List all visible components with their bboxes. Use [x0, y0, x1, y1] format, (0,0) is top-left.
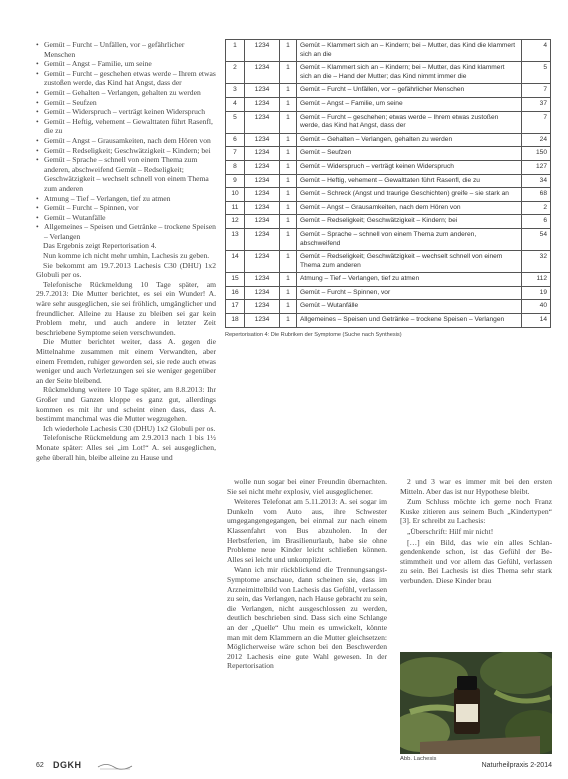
table-cell: 1 [280, 133, 297, 147]
table-cell: 1 [280, 188, 297, 202]
body-paragraph: Sie bekommt am 19.7.2013 Lachesis C30 (DHU) 1x2 Globuli per os. [36, 260, 216, 280]
table-row [226, 40, 551, 62]
table-cell: 24 [522, 133, 551, 147]
table-cell: Gemüt – Sprache – schnell von einem Thema zum anderen, abschweifend [297, 228, 522, 250]
table-cell: 4 [226, 97, 245, 111]
table-cell: Gemüt – Angst – Grausamkeiten, nach dem Hören von [297, 201, 522, 215]
table-cell: 13 [226, 228, 245, 250]
table-cell: 5 [226, 111, 245, 133]
repertorisation-table-block [225, 39, 551, 338]
table-cell: 10 [226, 188, 245, 202]
rubric-bullet: • Gemüt – Furcht – Unfällen, vor – gefährlicher Menschen [36, 40, 216, 59]
table-cell: Gemüt – Wutanfälle [297, 300, 522, 314]
lachesis-photo [400, 652, 552, 754]
table-cell: 16 [226, 286, 245, 300]
table-cell: 1 [280, 111, 297, 133]
table-cell: 1234 [245, 201, 280, 215]
table-row [226, 215, 551, 229]
table-cell: 1 [280, 314, 297, 328]
table-cell: Gemüt – Heftig, vehement – Gewalttaten führt Rasenfl, die zu [297, 174, 522, 188]
rubric-bullet: • Gemüt – Gehalten – Verlangen, gehalten zu werden [36, 88, 216, 98]
body-paragraph: Telefonische Rückmeldung am 2.9.2013 nach 1 bis 1½ Monate später: Alles sei „im Lot!“ A. sei ausgeglichen, gehe überall hin, bleibe alleine zu Hause und [36, 433, 216, 462]
table-cell: 1 [280, 97, 297, 111]
table-cell: 6 [522, 215, 551, 229]
table-cell: Gemüt – Redseligkeit; Geschwätzigkeit – Kindern; bei [297, 215, 522, 229]
rubric-bullet: • Gemüt – Sprache – schnell von einem Thema zum anderen, abschweifend Gemüt – Redseligkeit; Geschwätzigkeit – wechselt schnell von einem Thema zum anderen [36, 155, 216, 193]
table-row [226, 273, 551, 287]
rubric-bullet: • Gemüt – Seufzen [36, 98, 216, 108]
table-cell: 1234 [245, 174, 280, 188]
table-cell: 40 [522, 300, 551, 314]
table-cell: 18 [226, 314, 245, 328]
table-cell: 1 [280, 84, 297, 98]
table-row [226, 300, 551, 314]
body-paragraph: Das Ergebnis zeigt Repertorisation 4. [43, 241, 157, 251]
table-cell: Gemüt – Widerspruch – verträgt keinen Widerspruch [297, 160, 522, 174]
table-cell: Gemüt – Furcht – Unfällen, vor – gefährlicher Menschen [297, 84, 522, 98]
lachesis-bottle-image [400, 652, 552, 754]
table-cell: Gemüt – Furcht – Spinnen, vor [297, 286, 522, 300]
table-cell: 1 [226, 40, 245, 62]
body-paragraph: 2 und 3 war es immer mit bei den ersten Mitteln. Aber das ist nur Hypothese bleibt. [400, 477, 552, 496]
table-cell: 1 [280, 40, 297, 62]
body-paragraph: Weiteres Telefonat am 5.11.2013: A. sei sogar im Dunkeln vom Auto aus, ihre Schwester umgegangengegangen, bei einmal zur nach einem Klassenfahrt von Bus abzuholen. In der Herbstferien, im Brasilienurlaub, habe sie ohne Probleme neue Kinder leicht schließen können. Alles sei leicht und unkompliziert. [227, 497, 387, 564]
table-cell: 1 [280, 62, 297, 84]
table-cell: 2 [226, 62, 245, 84]
table-cell: 1234 [245, 286, 280, 300]
magazine-issue: Naturheilpraxis 2-2014 [481, 762, 552, 769]
body-paragraph: Zum Schluss möchte ich gerne noch Franz Kuske zitieren aus seinem Buch „Kindertypen“ [3]. Er schreibt zu Lachesis: [400, 497, 552, 526]
table-cell: 1 [280, 228, 297, 250]
table-cell: 32 [522, 251, 551, 273]
table-caption: Repertorisation 4: Die Rubriken der Symptome (Suche nach Synthesis) [225, 331, 402, 338]
body-paragraph: Telefonische Rückmeldung 10 Tage später, am 29.7.2013: Die Mutter berichtet, es sei ein Wunder! A. wäre sehr ausgeglichen, sie sei fröhlich, umgänglicher und freundlicher. Alleine zu Hause zu bleiben sei gar kein Problem mehr, und auch andere in letzter Zeit beschriebene Symptome seien verschwunden. [36, 279, 216, 337]
table-cell: 1234 [245, 97, 280, 111]
rubric-bullet: • Gemüt – Angst – Familie, um seine [36, 59, 216, 69]
table-cell: 7 [522, 111, 551, 133]
table-cell: 1234 [245, 215, 280, 229]
table-cell: 15 [226, 273, 245, 287]
table-row [226, 97, 551, 111]
table-cell: 68 [522, 188, 551, 202]
table-cell: 8 [226, 160, 245, 174]
table-cell: 1234 [245, 133, 280, 147]
table-row [226, 84, 551, 98]
table-cell: 1 [280, 251, 297, 273]
rubric-bullet: • Gemüt – Redseligkeit; Geschwätzigkeit – Kindern; bei [36, 146, 216, 156]
page-number: 62 [36, 762, 44, 769]
body-paragraph: Wann ich mir rückblickend die Trennungsangst-Symptome anschaue, dann scheinen sie, dass im Arzneimittelbild von Lachesis das Gefühl, verlassen zu sein, das Verlangen, nach Hause gebracht zu sein, die Verlangen, nicht ausgeschlossen zu werden, deutlich beschrieben sind. Dass sich eine Schlange an der „Quelle“ Uhu mein es umwickelt, könnte man mit dem Klammern an die Mutter gleichsetzen: Möglicherweise wäre schon bei den Beschwerden 2012 Lachesis eine gute Wahl gewesen. In der Repertorisation [227, 565, 387, 671]
table-cell: 6 [226, 133, 245, 147]
rubric-bullet: • Gemüt – Heftig, vehement – Gewalttaten führt Rasenfl, die zu [36, 117, 216, 136]
table-cell: Gemüt – Furcht – geschehen; etwas werde – Ihrem etwas zustoßen werde, das Kind hat Angst, dass der [297, 111, 522, 133]
body-paragraph: […] ein Bild, das wie ein alles Schlangendenkende schon, ist das Gefühl der Bestimmtheit und vor allem das Gefühl, verlassen zu sein. Bei Lachesis ist dies Thema sehr stark verbunden. Diese Kinder brau [400, 537, 552, 585]
table-cell: 1234 [245, 62, 280, 84]
table-cell: 1 [280, 174, 297, 188]
left-column [36, 40, 216, 462]
table-cell: 1 [280, 273, 297, 287]
body-paragraph: „Überschrift: Hilf mir nicht! [407, 526, 494, 536]
table-cell: 3 [226, 84, 245, 98]
repertorisation-table [225, 39, 551, 328]
table-cell: Gemüt – Redseligkeit; Geschwätzigkeit – wechselt schnell von einem Thema zum anderen [297, 251, 522, 273]
table-cell: Gemüt – Angst – Familie, um seine [297, 97, 522, 111]
table-cell: 1234 [245, 147, 280, 161]
table-cell: 1 [280, 201, 297, 215]
society-emblem-icon [96, 761, 136, 771]
table-cell: Gemüt – Schreck (Angst und traurige Geschichten) greife – sie stark an [297, 188, 522, 202]
table-cell: 1 [280, 215, 297, 229]
table-cell: 1234 [245, 251, 280, 273]
table-cell: 9 [226, 174, 245, 188]
table-cell: 34 [522, 174, 551, 188]
table-cell: 17 [226, 300, 245, 314]
rubric-bullet: • Gemüt – Angst – Grausamkeiten, nach dem Hören von [36, 136, 216, 146]
table-cell: 1234 [245, 40, 280, 62]
table-cell: 7 [522, 84, 551, 98]
table-cell: 1234 [245, 273, 280, 287]
table-cell: Gemüt – Gehalten – Verlangen, gehalten zu werden [297, 133, 522, 147]
body-column-middle [227, 477, 387, 672]
table-cell: 1234 [245, 314, 280, 328]
body-paragraph: Die Mutter berichtet weiter, dass A. gegen die Mittelnahme zusammen mit einem Verwandten, aber einem Fremden, ruhiger geworden sei, sie rede auch etwas weniger und auch Verletzungen sei sie weniger gegenüber an der Seite bleibend. [36, 337, 216, 385]
table-row [226, 188, 551, 202]
body-column-right [400, 477, 552, 587]
table-cell: 1 [280, 147, 297, 161]
table-cell: 4 [522, 40, 551, 62]
table-cell: 1 [280, 300, 297, 314]
table-cell: Gemüt – Klammert sich an – Kindern; bei – Mutter, das Kind die klammert sich an die [297, 40, 522, 62]
table-cell: 1234 [245, 160, 280, 174]
table-cell: 1 [280, 160, 297, 174]
table-cell: 14 [522, 314, 551, 328]
table-cell: 1234 [245, 111, 280, 133]
page-footer [36, 760, 552, 772]
table-row [226, 147, 551, 161]
table-cell: Gemüt – Seufzen [297, 147, 522, 161]
rubric-bullet: • Gemüt – Wutanfälle [36, 213, 216, 223]
table-row [226, 160, 551, 174]
rubric-bullet: • Allgemeines – Speisen und Getränke – trockene Speisen – Verlangen [36, 222, 216, 241]
table-row [226, 62, 551, 84]
table-row [226, 174, 551, 188]
table-cell: 1 [280, 286, 297, 300]
body-paragraph: Nun komme ich nicht mehr umhin, Lachesis zu geben. [43, 251, 210, 261]
dgkh-logo: DGKH [53, 760, 82, 770]
table-cell: Gemüt – Klammert sich an – Kindern; bei – Mutter, das Kind klammert sich an die – Hand der Mutter; das Kind nimmt immer die [297, 62, 522, 84]
rubric-bullet: • Gemüt – Furcht – Spinnen, vor [36, 203, 216, 213]
table-row [226, 286, 551, 300]
table-cell: 37 [522, 97, 551, 111]
table-cell: Allgemeines – Speisen und Getränke – trockene Speisen – Verlangen [297, 314, 522, 328]
table-cell: 7 [226, 147, 245, 161]
body-paragraph: Rückmeldung weitere 10 Tage später, am 8.8.2013: Ihr Großer und Ganzen kloppe es ganz gut, allerdings kommen es mit ihr und scheint einen dass, dass A. bestimmt manchmal was die Mutter wegzugehen. [36, 385, 216, 424]
rubric-bullet: • Gemüt – Widerspruch – verträgt keinen Widerspruch [36, 107, 216, 117]
table-cell: 127 [522, 160, 551, 174]
body-paragraph: wolle nun sogar bei einer Freundin übernachten. Sie sei nicht mehr explosiv, viel ausgeglichener. [227, 477, 387, 496]
table-cell: 12 [226, 215, 245, 229]
table-cell: 11 [226, 201, 245, 215]
table-cell: 1234 [245, 300, 280, 314]
table-row [226, 111, 551, 133]
table-cell: 54 [522, 228, 551, 250]
body-paragraph: Ich wiederhole Lachesis C30 (DHU) 1x2 Globuli per os. [43, 423, 216, 433]
table-row [226, 133, 551, 147]
table-cell: 1234 [245, 228, 280, 250]
table-cell: 1234 [245, 84, 280, 98]
table-row [226, 201, 551, 215]
table-cell: 1234 [245, 188, 280, 202]
rubric-bullet: • Gemüt – Furcht – geschehen etwas werde – Ihrem etwas zustoßen werde, das Kind hat Angst, dass der [36, 69, 216, 88]
photo-caption: Abb. Lachesis [400, 756, 437, 762]
table-cell: 5 [522, 62, 551, 84]
table-cell: 150 [522, 147, 551, 161]
table-cell: 14 [226, 251, 245, 273]
table-cell: Atmung – Tief – Verlangen, tief zu atmen [297, 273, 522, 287]
table-row [226, 251, 551, 273]
rubric-bullet: • Atmung – Tief – Verlangen, tief zu atmen [36, 194, 216, 204]
table-cell: 19 [522, 286, 551, 300]
table-cell: 112 [522, 273, 551, 287]
table-cell: 2 [522, 201, 551, 215]
table-row [226, 228, 551, 250]
table-row [226, 314, 551, 328]
